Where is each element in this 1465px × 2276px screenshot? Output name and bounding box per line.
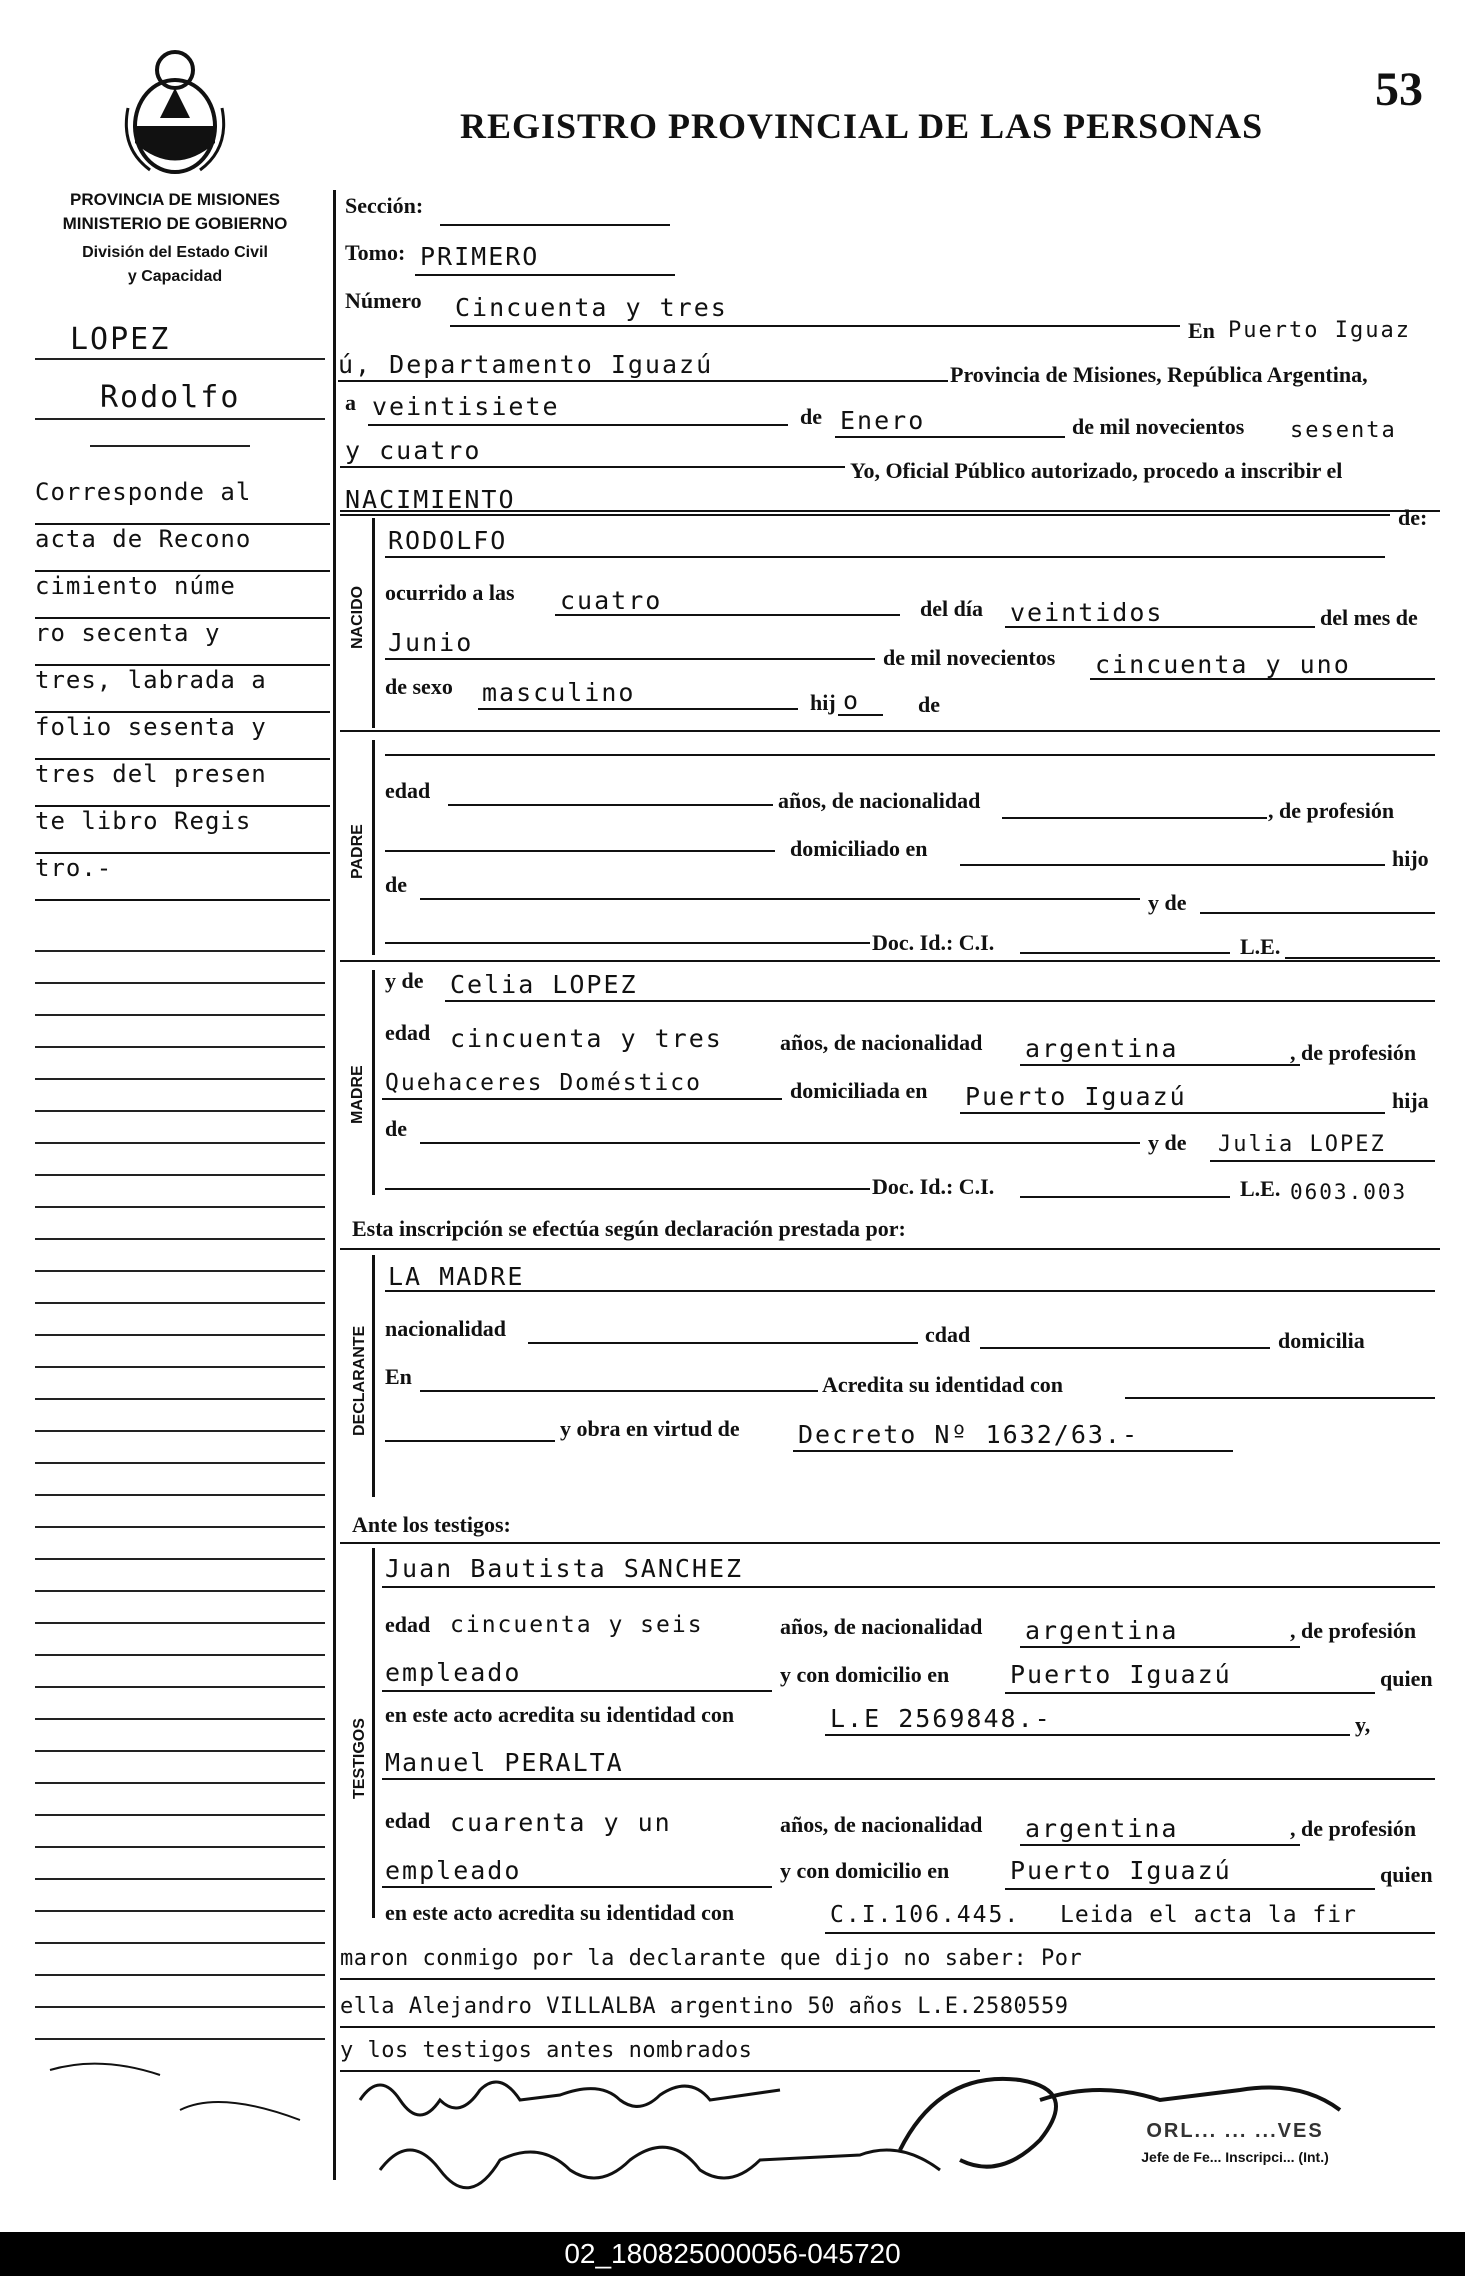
field-en: Puerto Iguaz <box>1228 318 1411 343</box>
padre-prof-line <box>385 848 775 852</box>
label-padre-le: L.E. <box>1240 934 1281 959</box>
coat-of-arms-seal <box>120 48 230 178</box>
field-anio-nac-line <box>1090 676 1435 680</box>
label-hij: hij <box>810 690 836 715</box>
margin-ruled-lines <box>35 920 325 2070</box>
label-segun: Esta inscripción se efectúa según declaración prestada por: <box>352 1216 906 1241</box>
padre-le-line <box>1285 955 1435 959</box>
label-t2-con-domicilio: y con domicilio en <box>780 1858 950 1883</box>
field-anio-a: sesenta <box>1290 418 1397 443</box>
section-label-declarante: DECLARANTE <box>351 1325 368 1436</box>
label-t2-anos: años, de nacionalidad <box>780 1812 983 1837</box>
document-title: REGISTRO PROVINCIAL DE LAS PERSONAS <box>460 106 1264 146</box>
label-t1-edad: edad <box>385 1612 431 1637</box>
label-padre-doc: Doc. Id.: C.I. <box>872 930 995 955</box>
section-label-testigos: TESTIGOS <box>351 1718 368 1799</box>
office-line-2: MINISTERIO DE GOBIERNO <box>62 214 288 233</box>
label-padre-hijo: hijo <box>1392 846 1429 871</box>
field-madre-nombre: Celia LOPEZ <box>450 970 638 999</box>
padre-doc-line <box>385 940 870 944</box>
field-mes-nac-line <box>385 656 875 660</box>
section-label-madre: MADRE <box>349 1065 366 1124</box>
label-t1-quien: quien <box>1380 1666 1433 1691</box>
label-madre-edad: edad <box>385 1020 431 1045</box>
field-numero: Cincuenta y tres <box>455 293 728 322</box>
decl-nac-line <box>528 1340 918 1344</box>
field-mes-line <box>835 434 1065 438</box>
field-t1-nac: argentina <box>1025 1616 1179 1645</box>
madre-ci-line <box>1020 1194 1230 1198</box>
margin-line <box>90 445 250 447</box>
margin-note-line: tres, labrada a <box>35 666 330 713</box>
label-de-mil-2: de mil novecientos <box>883 645 1056 670</box>
closing-line-2-rule <box>340 1976 1435 1980</box>
label-t1-anos: años, de nacionalidad <box>780 1614 983 1639</box>
field-sexo-line <box>478 706 798 710</box>
field-t2-dom-line <box>1005 1886 1375 1890</box>
field-en-cont: ú, Departamento Iguazú <box>338 350 714 379</box>
field-dia-nac: veintidos <box>1010 598 1164 627</box>
field-hijo-suffix-line <box>838 712 883 716</box>
field-madre-dom: Puerto Iguazú <box>965 1082 1187 1111</box>
label-numero: Número <box>345 288 422 313</box>
closing-line-2: maron conmigo por la declarante que dijo no saber: Por <box>340 1946 1083 1971</box>
label-de-colon: de: <box>1398 505 1428 530</box>
padre-dom-line <box>960 862 1385 866</box>
field-t2-nombre-line <box>382 1776 1435 1780</box>
padre-de-line <box>420 896 1140 900</box>
label-decl-obra: y obra en virtud de <box>560 1416 740 1441</box>
office-line-1: PROVINCIA DE MISIONES <box>69 190 280 209</box>
field-t2-dom: Puerto Iguazú <box>1010 1856 1232 1885</box>
field-t1-prof: empleado <box>385 1658 522 1687</box>
label-decl-domicilia: domicilia <box>1278 1328 1365 1353</box>
margin-given-name: Rodolfo <box>100 380 241 415</box>
field-t2-edad: cuarenta y un <box>450 1808 672 1837</box>
section-label-padre: PADRE <box>349 824 366 879</box>
field-t2-prof-line <box>382 1884 772 1888</box>
label-seccion: Sección: <box>345 193 424 218</box>
margin-note-line: cimiento núme <box>35 572 330 619</box>
label-padre-domiciliado: domiciliado en <box>790 836 928 861</box>
field-dia-line <box>368 422 788 426</box>
label-t1-y: y, <box>1355 1712 1371 1737</box>
field-decreto: Decreto Nº 1632/63.- <box>798 1420 1140 1449</box>
padre-name-line <box>385 752 1435 756</box>
margin-note-line: te libro Regis <box>35 807 330 854</box>
label-t1-profesion: , de profesión <box>1290 1618 1417 1643</box>
field-t1-doc-line <box>825 1732 1350 1736</box>
field-acto: NACIMIENTO <box>345 485 516 514</box>
field-sexo: masculino <box>482 678 636 707</box>
margin-note-line: tro.- <box>35 854 330 901</box>
page-number: 53 <box>1375 63 1423 116</box>
label-t2-en-este: en este acto acredita su identidad con <box>385 1900 735 1925</box>
margin-surname: LOPEZ <box>70 322 171 357</box>
field-dia: veintisiete <box>372 392 560 421</box>
label-yo: Yo, Oficial Público autorizado, procedo a inscribir el <box>850 458 1343 483</box>
margin-note-line: Corresponde al <box>35 478 330 525</box>
field-dia-nac-line <box>1005 624 1315 628</box>
label-t1-en-este: en este acto acredita su identidad con <box>385 1702 735 1727</box>
margin-line <box>35 418 325 420</box>
label-padre-de: de <box>385 872 407 897</box>
margin-line <box>35 358 325 360</box>
section-madre-rule <box>372 970 375 1195</box>
padre-y-de-line <box>1200 910 1435 914</box>
label-en: En <box>1188 318 1215 343</box>
field-t2-doc: C.I.106.445. <box>830 1902 1021 1928</box>
field-t1-doc: L.E 2569848.- <box>830 1704 1052 1733</box>
field-t2-nac-line <box>1020 1842 1300 1846</box>
label-decl-cdad: cdad <box>925 1322 971 1347</box>
field-en-cont-line <box>338 378 948 382</box>
field-decreto-line <box>793 1448 1233 1452</box>
field-t2-nombre: Manuel PERALTA <box>385 1748 624 1777</box>
label-madre-hija: hija <box>1392 1088 1429 1113</box>
margin-note-line: acta de Recono <box>35 525 330 572</box>
madre-doc-line <box>385 1186 870 1190</box>
label-padre-anos: años, de nacionalidad <box>778 788 981 813</box>
label-t2-edad: edad <box>385 1808 431 1833</box>
field-anio-nac: cincuenta y uno <box>1095 650 1351 679</box>
label-de-sexo: de sexo <box>385 674 453 699</box>
label-madre-profesion: , de profesión <box>1290 1040 1417 1065</box>
field-anio-b-line <box>340 464 845 468</box>
main-column-divider <box>333 190 336 2180</box>
field-madre-madre: Julia LOPEZ <box>1218 1132 1386 1157</box>
closing-line-1-rule <box>825 1930 1435 1934</box>
field-t2-nac: argentina <box>1025 1814 1179 1843</box>
label-madre-y-de: y de <box>385 968 424 993</box>
label-de-mil: de mil novecientos <box>1072 414 1245 439</box>
field-t1-edad: cincuenta y seis <box>450 1612 704 1638</box>
field-t1-dom: Puerto Iguazú <box>1010 1660 1232 1689</box>
field-nombre: RODOLFO <box>388 526 508 555</box>
field-t1-dom-line <box>1005 1690 1375 1694</box>
label-decl-acredita: Acredita su identidad con <box>822 1372 1064 1397</box>
margin-note-line: ro secenta y <box>35 619 330 666</box>
field-t1-prof-line <box>382 1688 772 1692</box>
field-madre-nac: argentina <box>1025 1034 1179 1063</box>
field-madre-madre-line <box>1210 1158 1435 1162</box>
section-padre-rule <box>372 740 375 955</box>
label-decl-nacionalidad: nacionalidad <box>385 1316 507 1341</box>
label-tomo: Tomo: <box>345 240 406 265</box>
field-madre-dom-line <box>960 1110 1385 1114</box>
decl-acredita-line <box>1125 1395 1435 1399</box>
field-nombre-line <box>385 554 1385 558</box>
label-madre-doc: Doc. Id.: C.I. <box>872 1174 995 1199</box>
closing-line-4: y los testigos antes nombrados <box>340 2038 753 2063</box>
label-madre-de: de <box>385 1116 407 1141</box>
label-ante: Ante los testigos: <box>352 1512 511 1537</box>
stamp-text: ORL... ... ...VES <box>1146 2120 1324 2142</box>
field-hijo-suffix: o <box>843 686 861 715</box>
label-de-mes: de <box>800 404 822 429</box>
margin-note-line: folio sesenta y <box>35 713 330 760</box>
padre-ci-line <box>1020 950 1230 954</box>
padre-edad-line <box>448 802 773 806</box>
label-provincia: Provincia de Misiones, República Argentina, <box>950 362 1368 387</box>
field-madre-nac-line <box>1020 1062 1300 1066</box>
field-anio-b: y cuatro <box>345 436 482 465</box>
document-id-bar: 02_180825000056-045720 <box>0 2232 1465 2276</box>
label-del-dia: del día <box>920 596 983 621</box>
decl-cdad-line <box>980 1345 1270 1349</box>
label-padre-edad: edad <box>385 778 431 803</box>
field-t1-nac-line <box>1020 1644 1300 1648</box>
label-madre-anos: años, de nacionalidad <box>780 1030 983 1055</box>
closing-line-1: Leida el acta la fir <box>1060 1902 1357 1928</box>
field-hora-line <box>555 612 900 616</box>
label-madre-y-de-2: y de <box>1148 1130 1187 1155</box>
field-tomo: PRIMERO <box>420 242 540 271</box>
label-madre-le: L.E. <box>1240 1176 1281 1201</box>
field-madre-nombre-line <box>445 998 1435 1002</box>
field-numero-line <box>450 323 1180 327</box>
margin-signature-marks <box>40 2050 320 2130</box>
field-mes-nac: Junio <box>388 628 474 657</box>
label-padre-y-de: y de <box>1148 890 1187 915</box>
office-line-4: y Capacidad <box>127 268 223 285</box>
closing-line-3: ella Alejandro VILLALBA argentino 50 años L.E.2580559 <box>340 1994 1069 2019</box>
field-madre-prof: Quehaceres Doméstico <box>385 1070 702 1096</box>
padre-nac-line <box>1002 815 1267 819</box>
field-madre-edad: cincuenta y tres <box>450 1024 723 1053</box>
official-stamp <box>1095 2120 1375 2165</box>
field-declarante-line <box>385 1288 1435 1292</box>
field-mes: Enero <box>840 406 926 435</box>
label-del-mes: del mes de <box>1320 605 1418 630</box>
office-line-3: División del Estado Civil <box>82 244 268 261</box>
label-decl-en: En <box>385 1364 412 1389</box>
field-madre-le: 0603.003 <box>1290 1180 1408 1204</box>
field-madre-prof-line <box>382 1096 782 1100</box>
label-t1-con-domicilio: y con domicilio en <box>780 1662 950 1687</box>
label-t2-quien: quien <box>1380 1862 1433 1887</box>
label-t2-profesion: , de profesión <box>1290 1816 1417 1841</box>
decl-obra-pre-line <box>385 1438 555 1442</box>
section-testigos-rule <box>372 1548 375 1918</box>
stamp-sub: Jefe de Fe... Inscripci... (Int.) <box>1141 2149 1329 2165</box>
field-declarante: LA MADRE <box>388 1262 525 1291</box>
section-declarante-rule <box>372 1255 375 1497</box>
field-t1-nombre: Juan Bautista SANCHEZ <box>385 1554 744 1583</box>
field-tomo-line <box>415 272 675 276</box>
label-padre-profesion: , de profesión <box>1268 798 1395 823</box>
field-t1-nombre-line <box>382 1584 1435 1588</box>
field-seccion <box>440 222 670 226</box>
label-de-padres: de <box>918 692 940 717</box>
label-a: a <box>345 390 356 415</box>
closing-line-3-rule <box>340 2024 1435 2028</box>
field-t2-prof: empleado <box>385 1856 522 1885</box>
label-madre-domiciliada: domiciliada en <box>790 1078 928 1103</box>
field-hora: cuatro <box>560 586 663 615</box>
section-nacido-rule <box>372 518 375 728</box>
madre-de-line <box>420 1140 1140 1144</box>
decl-en-line <box>420 1388 818 1392</box>
margin-note <box>35 478 330 901</box>
margin-note-line: tres del presen <box>35 760 330 807</box>
label-ocurrido: ocurrido a las <box>385 580 515 605</box>
section-label-nacido: NACIDO <box>349 585 366 649</box>
